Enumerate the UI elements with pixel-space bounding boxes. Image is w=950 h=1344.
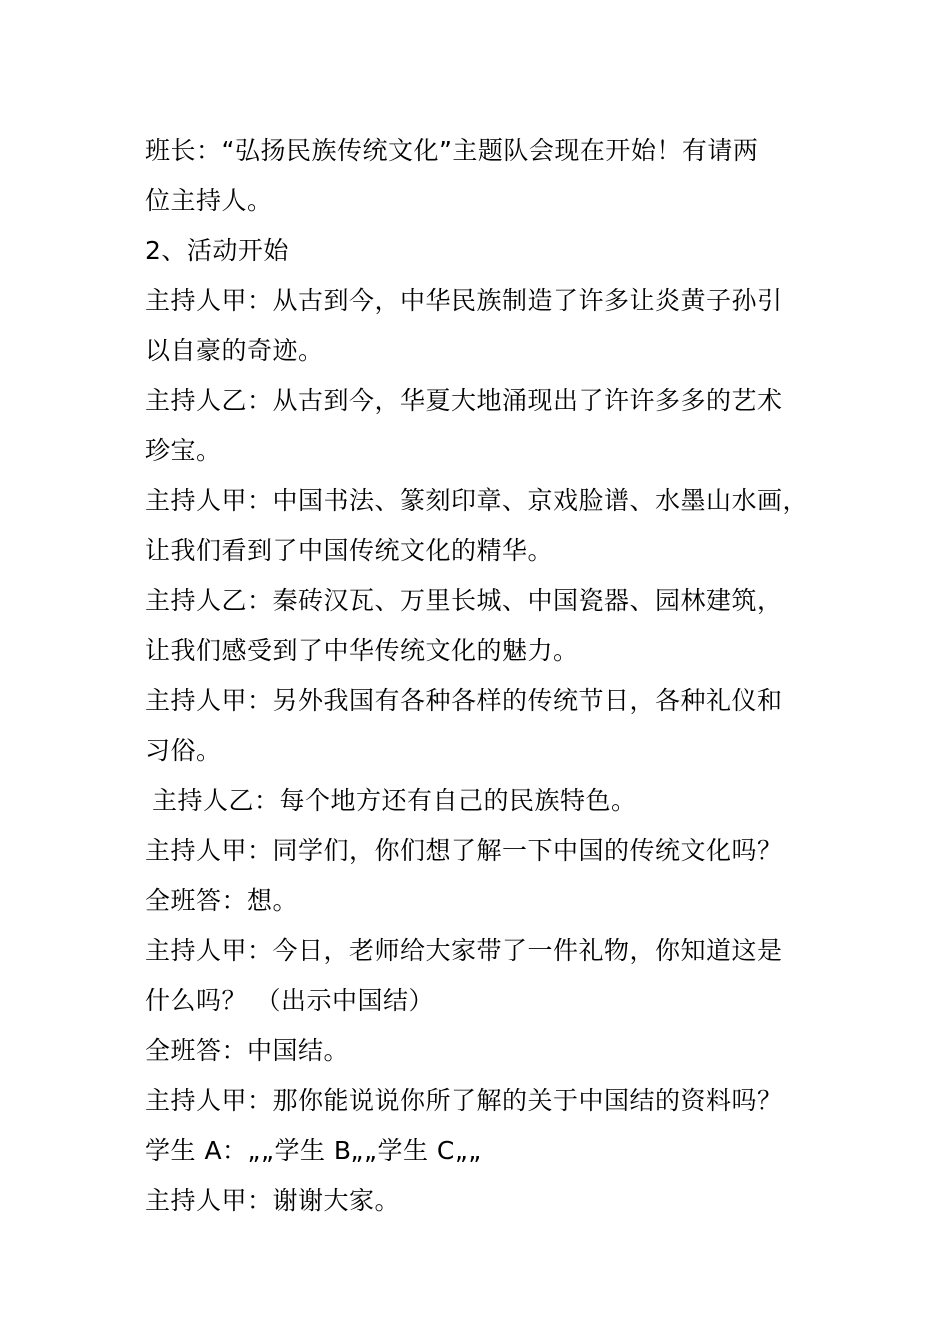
text-line: 主持人甲：谢谢大家。 <box>145 1186 401 1215</box>
text-line: 珍宝。 <box>145 436 222 465</box>
text-line: 主持人乙：从古到今，华夏大地涌现出了许许多多的艺术 <box>145 386 783 415</box>
text-line: 主持人乙：每个地方还有自己的民族特色。 <box>152 786 637 815</box>
document-body <box>145 126 809 1226</box>
text-line: 主持人乙：秦砖汉瓦、万里长城、中国瓷器、园林建筑， <box>145 586 783 615</box>
text-line: 全班答：想。 <box>145 886 299 915</box>
text-line: 让我们看到了中国传统文化的精华。 <box>145 536 554 565</box>
text-line: 主持人甲：中国书法、篆刻印章、京戏脸谱、水墨山水画， <box>145 486 809 515</box>
text-line: 学生 A：„„学生 B„„学生 C„„ <box>145 1136 482 1165</box>
text-line: 主持人甲：从古到今，中华民族制造了许多让炎黄子孙引 <box>145 286 783 315</box>
text-line: 什么吗？ （出示中国结） <box>145 986 434 1015</box>
text-line: 主持人甲：另外我国有各种各样的传统节日，各种礼仪和 <box>145 686 783 715</box>
text-line: 位主持人。 <box>145 186 273 215</box>
text-line: 以自豪的奇迹。 <box>145 336 324 365</box>
text-line: 习俗。 <box>145 736 222 765</box>
text-line: 班长：“弘扬民族传统文化”主题队会现在开始！有请两 <box>145 136 759 165</box>
text-line: 主持人甲：那你能说说你所了解的关于中国结的资料吗？ <box>145 1086 783 1115</box>
text-line: 全班答：中国结。 <box>145 1036 350 1065</box>
text-line: 2、活动开始 <box>145 236 289 265</box>
text-line: 让我们感受到了中华传统文化的魅力。 <box>145 636 579 665</box>
text-line: 主持人甲：今日，老师给大家带了一件礼物，你知道这是 <box>145 936 783 965</box>
text-line: 主持人甲：同学们，你们想了解一下中国的传统文化吗？ <box>145 836 783 865</box>
